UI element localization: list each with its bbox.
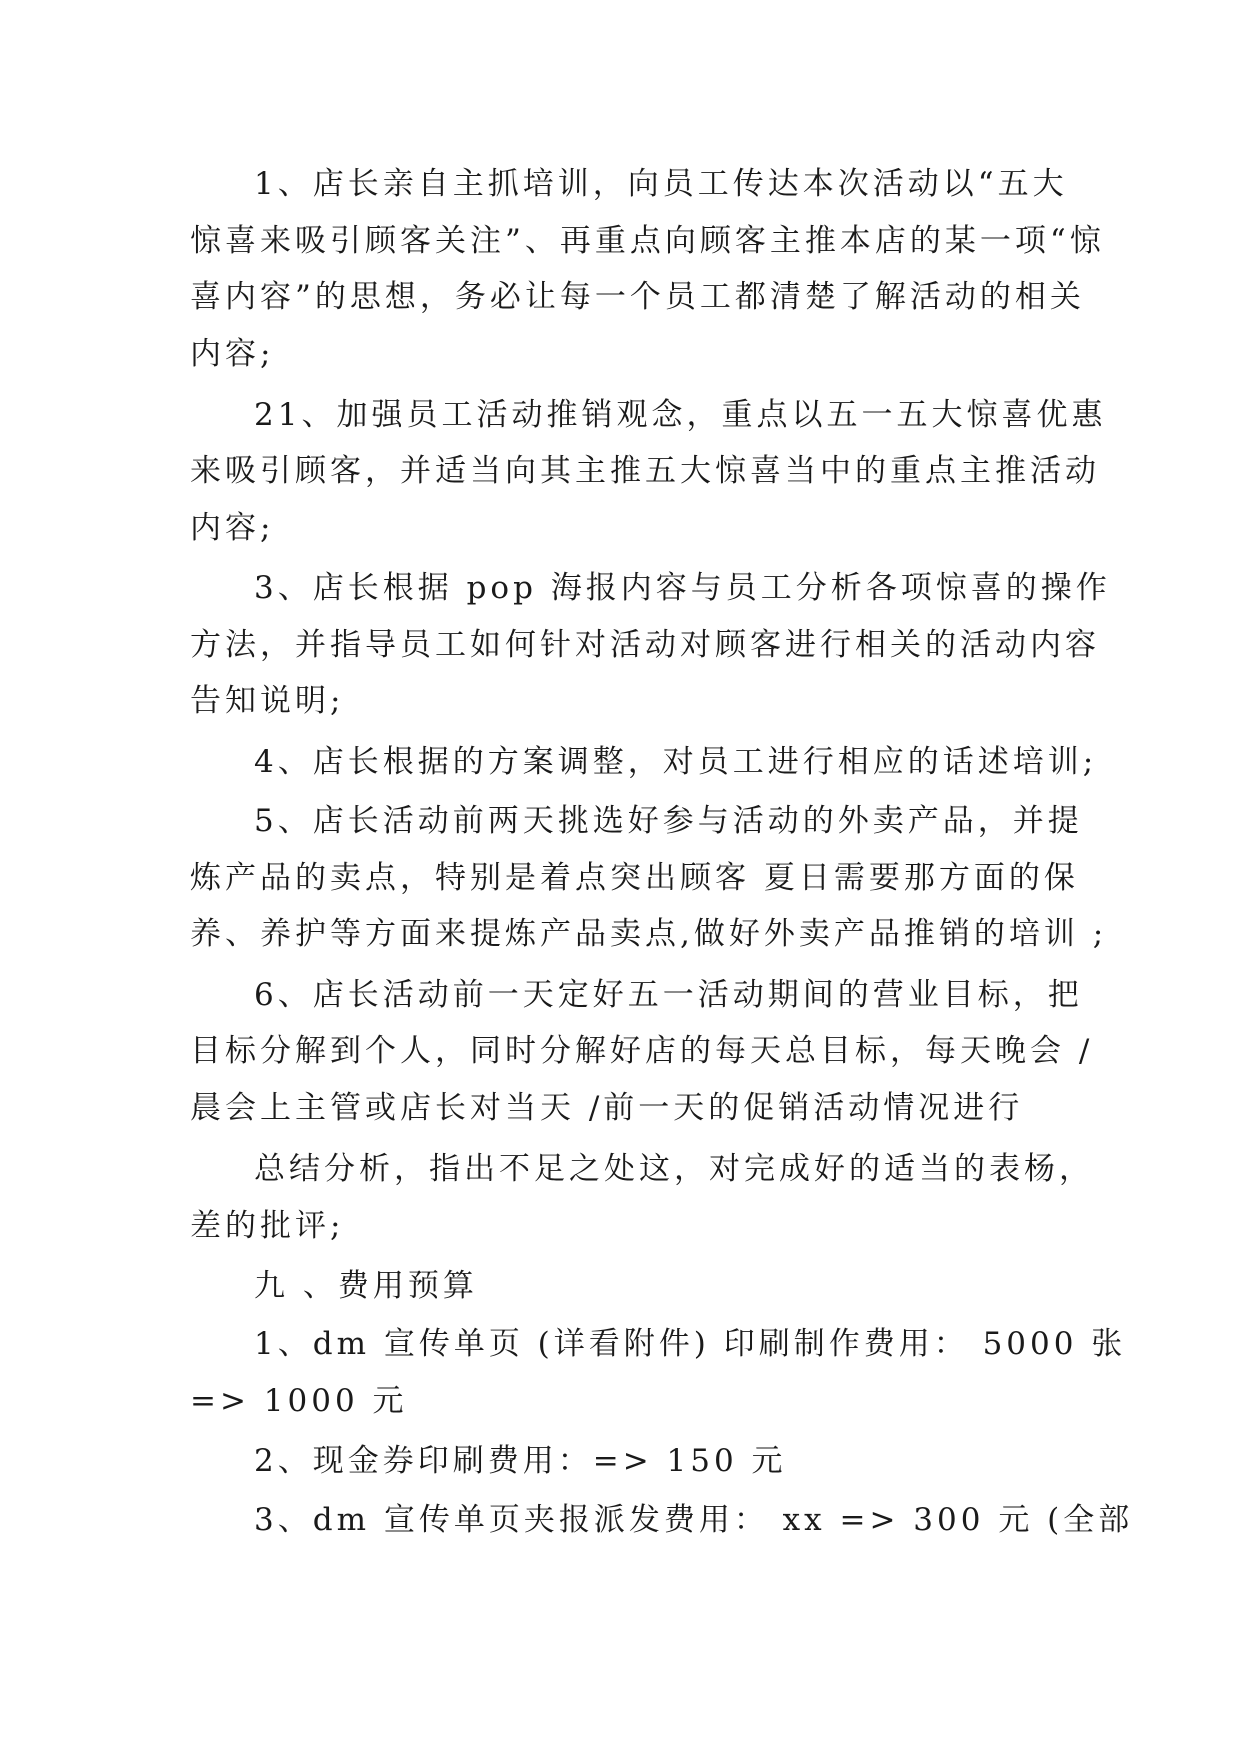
text-line: 1、dm 宣传单页 (详看附件) 印刷制作费用： 5000 张 (254, 1326, 1127, 1362)
text-line: 喜内容”的思想，务必让每一个员工都清楚了解活动的相关 (190, 279, 1085, 315)
text-line: 6、店长活动前一天定好五一活动期间的营业目标，把 (254, 977, 1083, 1013)
text-line: 告知说明; (190, 683, 345, 719)
text-line: 21、加强员工活动推销观念，重点以五一五大惊喜优惠 (254, 397, 1107, 433)
text-line: 炼产品的卖点，特别是着点突出顾客 夏日需要那方面的保 (190, 860, 1079, 896)
text-line: 养、养护等方面来提炼产品卖点,做好外卖产品推销的培训 ; (190, 916, 1108, 952)
text-line: 5、店长活动前两天挑选好参与活动的外卖产品，并提 (254, 803, 1083, 839)
text-line: 3、dm 宣传单页夹报派发费用： xx => 300 元 (全部 (254, 1502, 1134, 1538)
section-heading: 九 、费用预算 (254, 1268, 478, 1304)
text-line: 4、店长根据的方案调整，对员工进行相应的话述培训; (254, 744, 1098, 780)
text-line: 目标分解到个人，同时分解好店的每天总目标，每天晚会 / (190, 1033, 1094, 1069)
text-line: 惊喜来吸引顾客关注”、再重点向顾客主推本店的某一项“惊 (190, 223, 1105, 259)
text-line: 3、店长根据 pop 海报内容与员工分析各项惊喜的操作 (254, 570, 1111, 606)
text-line: 1、店长亲自主抓培训，向员工传达本次活动以“五大 (254, 166, 1068, 202)
text-line: => 1000 元 (190, 1383, 408, 1419)
text-line: 差的批评; (190, 1208, 345, 1244)
text-line: 内容; (190, 336, 275, 372)
text-line: 内容; (190, 510, 275, 546)
text-line: 来吸引顾客，并适当向其主推五大惊喜当中的重点主推活动 (190, 453, 1100, 489)
text-line: 总结分析，指出不足之处这，对完成好的适当的表杨， (254, 1151, 1094, 1187)
text-line: 晨会上主管或店长对当天 /前一天的促销活动情况进行 (190, 1090, 1024, 1126)
text-line: 方法，并指导员工如何针对活动对顾客进行相关的活动内容 (190, 627, 1100, 663)
text-line: 2、现金券印刷费用：=> 150 元 (254, 1443, 787, 1479)
